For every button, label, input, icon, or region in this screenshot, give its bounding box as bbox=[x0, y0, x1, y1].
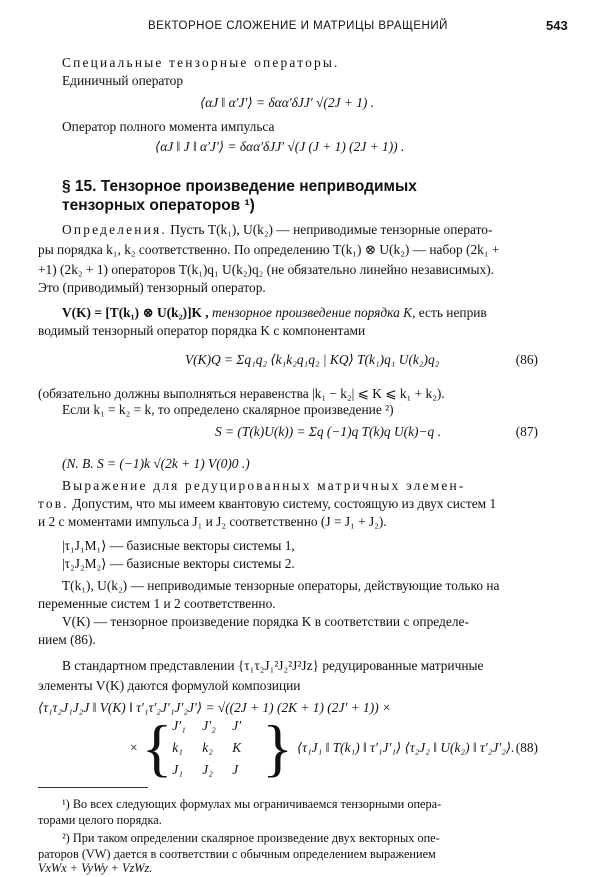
reduced-elements-lead-end: тов. bbox=[38, 496, 69, 511]
operators-line-1: T(k₁), U(k₂) — неприводимые тензорные операторы, действующие только на bbox=[62, 578, 500, 593]
page-number: 543 bbox=[546, 18, 568, 33]
nota-bene-equation: (N. B. S = (−1)k √(2k + 1) V(0)0 .) bbox=[62, 456, 250, 471]
reduced-elements-text: Допустим, что мы имеем квантовую систему, состоящую из двух систем 1 bbox=[68, 496, 497, 511]
product-definition-line-1 bbox=[62, 305, 487, 321]
scalar-product-intro: Если k₁ = k₂ = k, то определено скалярное произведение ²) bbox=[62, 402, 394, 417]
six-j-entry: J′₂ bbox=[202, 718, 216, 733]
six-j-entry: J bbox=[232, 762, 239, 777]
definitions-line-1 bbox=[62, 222, 492, 238]
unit-operator-label: Единичный оператор bbox=[62, 73, 184, 88]
equation-88-number: (88) bbox=[515, 740, 538, 755]
six-j-entry: J₁ bbox=[172, 762, 183, 777]
reduced-elements-lead: Выражение для редуцированных матричных элемен- bbox=[62, 478, 466, 493]
footnote-1-line-1: ¹) Во всех следующих формулах мы ограничиваемся тензорными опера- bbox=[62, 797, 442, 811]
equation-88-line-1: ⟨τ₁τ₂J₁J₂J ‖ V(K) ‖ τ′₁τ′₂J′₁J′₂J′⟩ = √((2J + 1) (2K + 1) (2J′ + 1)) × bbox=[38, 700, 392, 715]
equation-87: S = (T(k)U(k)) = Σq (−1)q T(k)q U(k)−q . bbox=[215, 424, 441, 439]
equation-86-number: (86) bbox=[515, 352, 538, 367]
equation-88-reduced-elements: ⟨τ₁J₁ ‖ T(k₁) ‖ τ′₁J′₁⟩ ⟨τ₂J₂ ‖ U(k₂) ‖ τ′₂J′₂⟩. bbox=[297, 740, 515, 755]
footnote-2-line-1: ²) При таком определении скалярное произведение двух векторных опе- bbox=[62, 831, 440, 845]
angular-momentum-equation: ⟨αJ ‖ J ‖ α′J′⟩ = δαα′δJJ′ √(J (J + 1) (2J + 1)) . bbox=[155, 139, 405, 154]
footnote-2-line-2: раторов (VW) дается в соответствии с обычным определением выражением bbox=[38, 847, 436, 861]
six-j-entry: J′₁ bbox=[172, 718, 186, 733]
product-name: тензорное произведение порядка K, bbox=[208, 305, 416, 320]
standard-representation-line-1: В стандартном представлении {τ₁τ₂J₁²J₂²J²Jz} редуцированные матричные bbox=[62, 658, 484, 673]
six-j-entry: J₂ bbox=[202, 762, 213, 777]
equation-88-times: × bbox=[130, 740, 138, 755]
six-j-entry: k₁ bbox=[172, 740, 183, 755]
equation-86: V(K)Q = Σq₁q₂ ⟨k₁k₂q₁q₂ | KQ⟩ T(k₁)q₁ U(k₂)q₂ bbox=[185, 352, 440, 367]
standard-representation-line-2: элементы V(K) даются формулой композиции bbox=[38, 678, 301, 693]
reduced-elements-line-2 bbox=[38, 496, 496, 512]
basis-system-1: |τ₁J₁M₁⟩ — базисные векторы системы 1, bbox=[62, 538, 295, 553]
definitions-line-2: ры порядка k₁, k₂ соответственно. По определению T(k₁) ⊗ U(k₂) — набор (2k₁ + bbox=[38, 242, 500, 257]
footnote-1-line-2: торами целого порядка. bbox=[38, 813, 162, 827]
left-brace: { bbox=[141, 712, 173, 783]
running-title: ВЕКТОРНОЕ СЛОЖЕНИЕ И МАТРИЦЫ ВРАЩЕНИЙ bbox=[148, 20, 448, 32]
six-j-symbol bbox=[172, 718, 262, 778]
six-j-entry: K bbox=[232, 740, 242, 755]
definitions-lead: Определения. bbox=[62, 222, 167, 237]
unit-operator-equation: ⟨αJ ‖ α′J′⟩ = δαα′δJJ′ √(2J + 1) . bbox=[200, 95, 375, 110]
six-j-entry: J′ bbox=[232, 718, 242, 733]
section-title: § 15. Тензорное произведение неприводимых тензорных операторов ¹) bbox=[62, 178, 417, 214]
basis-system-2: |τ₂J₂M₂⟩ — базисные векторы системы 2. bbox=[62, 556, 295, 571]
angular-momentum-label: Оператор полного момента импульса bbox=[62, 119, 275, 134]
definitions-line-3: +1) (2k₂ + 1) операторов T(k₁)q₁ U(k₂)q₂ (не обязательно линейно независимых). bbox=[38, 262, 495, 277]
footnote-2-line-3: VxWx + VyWy + VzWz. bbox=[38, 861, 153, 875]
equation-87-number: (87) bbox=[515, 424, 538, 439]
equation-88-line-2 bbox=[130, 712, 515, 783]
special-operators-heading: Специальные тензорные операторы. bbox=[62, 55, 340, 70]
inequality-condition: (обязательно должны выполняться неравенства |k₁ − k₂| ⩽ K ⩽ k₁ + k₂). bbox=[38, 386, 445, 401]
product-formula: V(K) = [T(k₁) ⊗ U(k₂)]K , bbox=[62, 305, 209, 320]
tensor-product-line-2: нием (86). bbox=[38, 632, 96, 647]
product-text: есть неприв bbox=[415, 305, 487, 320]
product-definition-line-2: водимый тензорный оператор порядка K с компонентами bbox=[38, 323, 366, 338]
reduced-elements-line-3: и 2 с моментами импульса J₁ и J₂ соответственно (J = J₁ + J₂). bbox=[38, 514, 387, 529]
right-brace: } bbox=[262, 712, 293, 783]
six-j-entry: k₂ bbox=[202, 740, 213, 755]
definitions-line-4: Это (приводимый) тензорный оператор. bbox=[38, 280, 266, 295]
footnote-divider bbox=[38, 787, 148, 788]
definitions-text-1: Пусть T(k₁), U(k₂) — неприводимые тензорные операто- bbox=[166, 222, 493, 237]
tensor-product-line-1: V(K) — тензорное произведение порядка K в соответствии с определе- bbox=[62, 614, 469, 629]
operators-line-2: переменные систем 1 и 2 соответственно. bbox=[38, 596, 276, 611]
